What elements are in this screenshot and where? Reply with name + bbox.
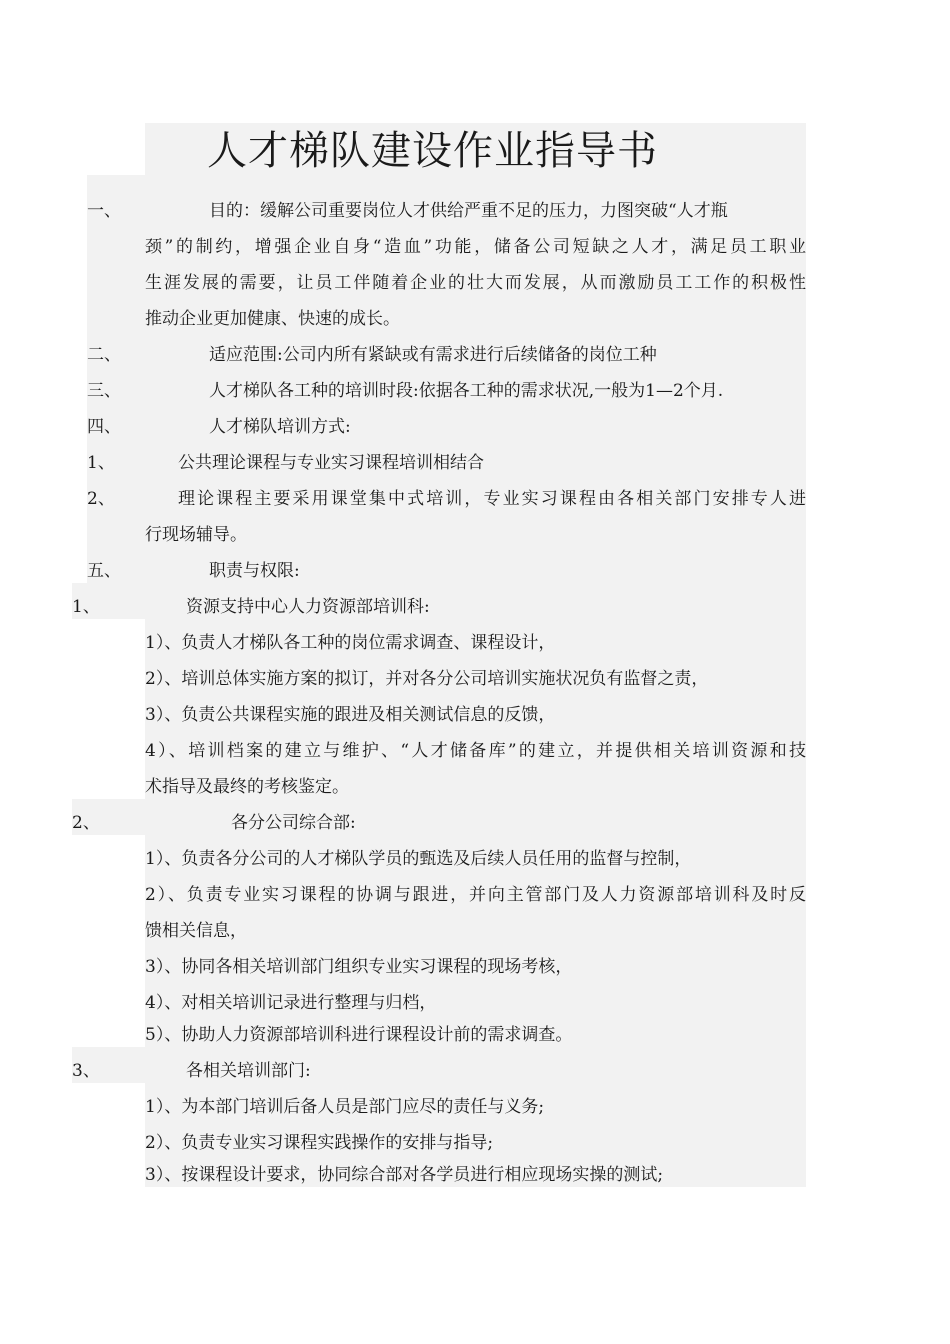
resp-3-item-1: 1）、为本部门培训后备人员是部门应尽的责任与义务; <box>145 1097 545 1117</box>
section-1-number: 一、 <box>87 201 121 221</box>
resp-2-item-2-cont: 馈相关信息， <box>145 921 247 941</box>
method-2-number: 2、 <box>87 489 115 509</box>
resp-2-item-4: 4）、对相关培训记录进行整理与归档， <box>145 993 437 1013</box>
resp-2-item-5: 5）、协助人力资源部培训科进行课程设计前的需求调查。 <box>145 1025 573 1045</box>
resp-2-item-2: 2）、负责专业实习课程的协调与跟进，并向主管部门及人力资源部培训科及时反 <box>145 885 806 905</box>
resp-1-item-4-cont: 术指导及最终的考核鉴定。 <box>145 777 349 797</box>
section-1-heading: 目的：缓解公司重要岗位人才供给严重不足的压力，力图突破“人才瓶 <box>209 201 728 221</box>
resp-3-item-2: 2）、负责专业实习课程实践操作的安排与指导; <box>145 1133 494 1153</box>
resp-2-item-1: 1）、负责各分公司的人才梯队学员的甄选及后续人员任用的监督与控制， <box>145 849 692 869</box>
resp-3-label-shade <box>72 1047 806 1083</box>
resp-2-heading: 各分公司综合部: <box>231 813 356 833</box>
section-1-line-2: 颈”的制约，增强企业自身“造血”功能，储备公司短缺之人才，满足员工职业 <box>145 237 806 257</box>
resp-2-number: 2、 <box>72 813 100 833</box>
method-1-text: 公共理论课程与专业实习课程培训相结合 <box>178 453 484 473</box>
section-3-heading: 人才梯队各工种的培训时段:依据各工种的需求状况,一般为1—2个月. <box>209 381 724 401</box>
resp-1-item-3: 3）、负责公共课程实施的跟进及相关测试信息的反馈， <box>145 705 556 725</box>
resp-1-item-1: 1）、负责人才梯队各工种的岗位需求调查、课程设计， <box>145 633 556 653</box>
section-4-number: 四、 <box>87 417 121 437</box>
method-2-continuation: 行现场辅导。 <box>145 525 247 545</box>
section-2-heading: 适应范围:公司内所有紧缺或有需求进行后续储备的岗位工种 <box>209 345 657 365</box>
section-1-line-4: 推动企业更加健康、快速的成长。 <box>145 309 400 329</box>
resp-3-heading: 各相关培训部门: <box>186 1061 311 1081</box>
resp-1-label-shade <box>72 583 806 619</box>
document-title: 人才梯队建设作业指导书 <box>207 128 658 174</box>
section-1-line-3: 生涯发展的需要，让员工伴随着企业的壮大而发展，从而激励员工工作的积极性 <box>145 273 806 293</box>
resp-2-item-3: 3）、协同各相关培训部门组织专业实习课程的现场考核， <box>145 957 573 977</box>
resp-1-item-2: 2）、培训总体实施方案的拟订，并对各分公司培训实施状况负有监督之责， <box>145 669 709 689</box>
resp-1-item-4: 4）、培训档案的建立与维护、“人才储备库”的建立，并提供相关培训资源和技 <box>145 741 806 761</box>
section-5-number: 五、 <box>87 561 121 581</box>
method-2-text: 理论课程主要采用课堂集中式培训，专业实习课程由各相关部门安排专人进 <box>178 489 806 509</box>
section-5-heading: 职责与权限: <box>209 561 300 581</box>
method-1-number: 1、 <box>87 453 115 473</box>
section-3-number: 三、 <box>87 381 121 401</box>
section-4-heading: 人才梯队培训方式: <box>209 417 351 437</box>
resp-3-number: 3、 <box>72 1061 100 1081</box>
resp-2-label-shade <box>72 799 806 835</box>
resp-1-number: 1、 <box>72 597 100 617</box>
resp-1-heading: 资源支持中心人力资源部培训科: <box>186 597 430 617</box>
resp-3-item-3: 3）、按课程设计要求，协同综合部对各学员进行相应现场实操的测试; <box>145 1165 664 1185</box>
section-2-number: 二、 <box>87 345 121 365</box>
